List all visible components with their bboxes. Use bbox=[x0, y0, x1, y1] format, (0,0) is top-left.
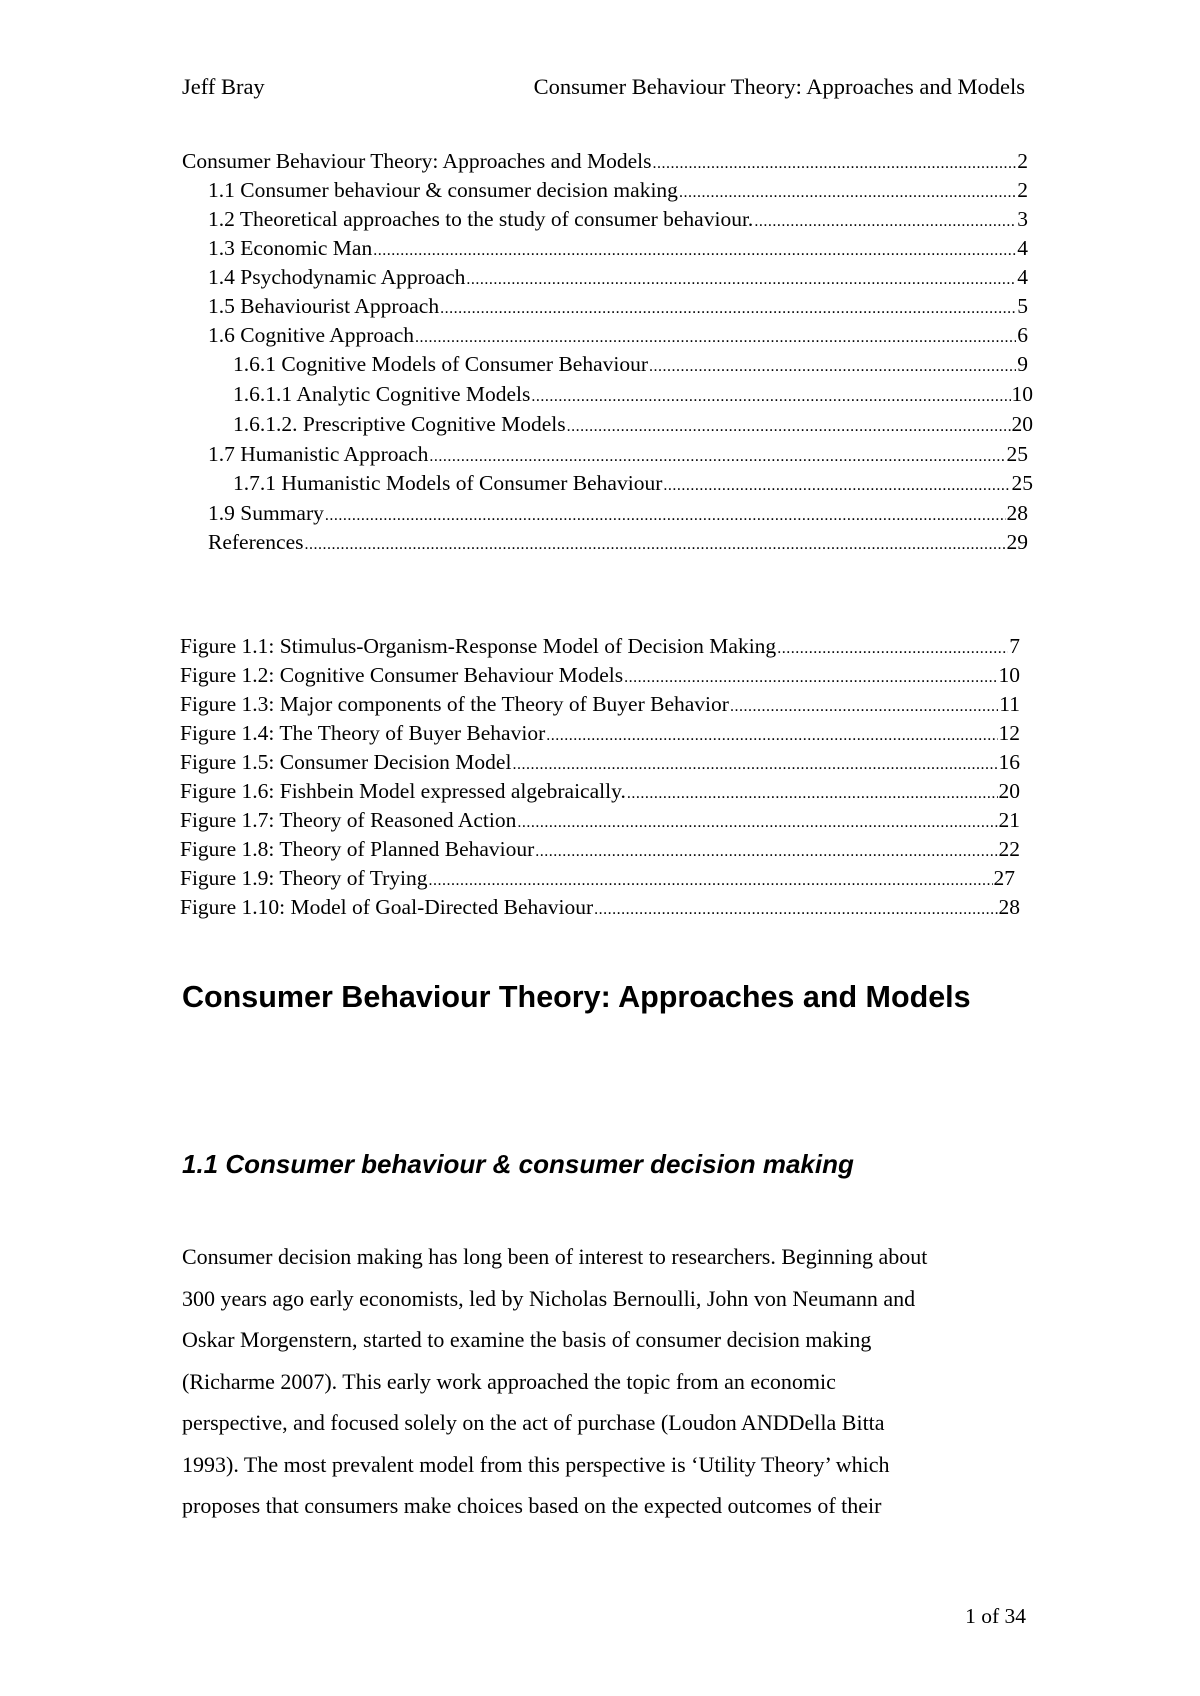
page-number: 1 of 34 bbox=[965, 1604, 1026, 1628]
toc-leader bbox=[649, 353, 1016, 381]
figure-entry-page: 7 bbox=[1009, 634, 1020, 658]
figure-leader bbox=[730, 693, 998, 721]
figure-entry-page: 16 bbox=[998, 750, 1020, 774]
figure-entry-page: 12 bbox=[998, 721, 1020, 745]
toc-entry-page: 5 bbox=[1017, 294, 1028, 318]
toc-entry[interactable] bbox=[182, 147, 1028, 178]
body-paragraph bbox=[182, 1236, 1042, 1527]
toc-entry-page: 25 bbox=[1011, 471, 1033, 495]
toc-entry-title: 1.4 Psychodynamic Approach bbox=[208, 265, 466, 289]
toc-leader bbox=[567, 413, 1011, 441]
toc-entry[interactable] bbox=[208, 440, 1028, 471]
header-author: Jeff Bray bbox=[182, 74, 265, 99]
figure-entry[interactable] bbox=[180, 690, 1020, 721]
body-line: Consumer decision making has long been of interest to researchers. Beginning about bbox=[182, 1244, 928, 1269]
toc-entry-page: 6 bbox=[1017, 323, 1028, 347]
body-line: 1993). The most prevalent model from this perspective is ‘Utility Theory’ which bbox=[182, 1451, 890, 1477]
toc-entry-title: 1.9 Summary bbox=[208, 501, 324, 525]
figure-entry-page: 28 bbox=[998, 895, 1020, 919]
toc-entry-title: 1.5 Behaviourist Approach bbox=[208, 294, 440, 318]
toc-entry[interactable] bbox=[208, 205, 1028, 236]
body-line: (Richarme 2007). This early work approached the topic from an economic bbox=[182, 1368, 836, 1394]
toc-leader bbox=[663, 472, 1010, 500]
toc-entry-title: Consumer Behaviour Theory: Approaches and Models bbox=[182, 149, 652, 173]
body-line: 300 years ago early economists, led by Nicholas Bernoulli, John von Neumann and bbox=[182, 1285, 916, 1311]
header-running-title: Consumer Behaviour Theory: Approaches and Models bbox=[533, 74, 1025, 99]
toc-leader bbox=[679, 179, 1016, 207]
figure-entry[interactable] bbox=[180, 777, 1020, 808]
toc-entry-page: 28 bbox=[1006, 501, 1028, 525]
toc-entry-title: 1.6.1.2. Prescriptive Cognitive Models bbox=[233, 412, 566, 436]
toc-entry[interactable] bbox=[208, 234, 1028, 265]
figure-entry-title: Figure 1.1: Stimulus-Organism-Response Model of Decision Making bbox=[180, 634, 777, 658]
toc-leader bbox=[653, 150, 1017, 178]
toc-leader bbox=[531, 383, 1010, 411]
toc-leader bbox=[305, 531, 1006, 559]
toc-entry-page: 10 bbox=[1011, 382, 1033, 406]
body-line: Oskar Morgenstern, started to examine the basis of consumer decision making bbox=[182, 1327, 872, 1352]
figure-entry-page: 11 bbox=[999, 692, 1020, 716]
toc-entry-page: 29 bbox=[1006, 530, 1028, 554]
toc-entry-title: 1.7 Humanistic Approach bbox=[208, 442, 429, 466]
figure-leader bbox=[624, 664, 997, 692]
toc-leader bbox=[440, 295, 1016, 323]
figure-entry[interactable] bbox=[180, 806, 1020, 837]
figure-leader bbox=[594, 896, 997, 924]
figure-entry-title: Figure 1.5: Consumer Decision Model bbox=[180, 750, 512, 774]
figure-entry[interactable] bbox=[180, 835, 1020, 866]
figure-entry-page: 21 bbox=[998, 808, 1020, 832]
figure-entry-title: Figure 1.3: Major components of the Theory of Buyer Behavior bbox=[180, 692, 729, 716]
toc-entry-title: 1.6 Cognitive Approach bbox=[208, 323, 415, 347]
figure-entry-page: 22 bbox=[998, 837, 1020, 861]
body-line: perspective, and focused solely on the act of purchase (Loudon ANDDella Bitta bbox=[182, 1410, 885, 1435]
toc-entry-page: 2 bbox=[1017, 178, 1028, 202]
toc-entry-page: 4 bbox=[1017, 236, 1028, 260]
toc-entry[interactable] bbox=[208, 263, 1028, 294]
figure-entry[interactable] bbox=[180, 748, 1020, 779]
toc-entry[interactable] bbox=[233, 350, 1028, 381]
section-heading: 1.1 Consumer behaviour & consumer decision making bbox=[182, 1149, 854, 1179]
figure-entry[interactable] bbox=[180, 719, 1020, 750]
page-header bbox=[182, 74, 1025, 104]
figure-entry[interactable] bbox=[180, 632, 1020, 663]
figure-leader bbox=[512, 751, 997, 779]
toc-entry[interactable] bbox=[208, 321, 1028, 352]
toc-entry[interactable] bbox=[233, 469, 1033, 500]
toc-entry[interactable] bbox=[208, 499, 1028, 530]
toc-entry-page: 2 bbox=[1017, 149, 1028, 173]
toc-entry-title: 1.6.1.1 Analytic Cognitive Models bbox=[233, 382, 531, 406]
toc-entry-title: 1.7.1 Humanistic Models of Consumer Behaviour bbox=[233, 471, 663, 495]
figure-leader bbox=[535, 838, 997, 866]
figure-entry-title: Figure 1.8: Theory of Planned Behaviour bbox=[180, 837, 535, 861]
toc-entry[interactable] bbox=[233, 410, 1033, 441]
figure-entry[interactable] bbox=[180, 864, 1015, 895]
toc-entry-page: 9 bbox=[1017, 352, 1028, 376]
figure-leader bbox=[428, 867, 992, 895]
toc-entry-title: 1.1 Consumer behaviour & consumer decision making bbox=[208, 178, 678, 202]
toc-leader bbox=[466, 266, 1016, 294]
figure-leader bbox=[777, 635, 1008, 663]
toc-entry-page: 20 bbox=[1011, 412, 1033, 436]
toc-entry-page: 4 bbox=[1017, 265, 1028, 289]
toc-entry[interactable] bbox=[233, 380, 1033, 411]
figure-entry-page: 27 bbox=[993, 866, 1015, 890]
toc-leader bbox=[754, 208, 1016, 236]
figure-entry-page: 10 bbox=[998, 663, 1020, 687]
figure-entry-title: Figure 1.2: Cognitive Consumer Behaviour Models bbox=[180, 663, 624, 687]
toc-entry-title: 1.3 Economic Man bbox=[208, 236, 373, 260]
figure-leader bbox=[517, 809, 997, 837]
figure-entry-title: Figure 1.4: The Theory of Buyer Behavior bbox=[180, 721, 546, 745]
toc-entry[interactable] bbox=[208, 292, 1028, 323]
toc-entry-title: 1.6.1 Cognitive Models of Consumer Behaviour bbox=[233, 352, 649, 376]
figure-leader bbox=[546, 722, 997, 750]
toc-leader bbox=[325, 502, 1006, 530]
figure-entry-page: 20 bbox=[998, 779, 1020, 803]
toc-leader bbox=[429, 443, 1005, 471]
toc-entry[interactable] bbox=[208, 528, 1028, 559]
document-title: Consumer Behaviour Theory: Approaches and Models bbox=[182, 980, 971, 1014]
toc-entry-page: 25 bbox=[1006, 442, 1028, 466]
figure-entry[interactable] bbox=[180, 661, 1020, 692]
toc-entry-title: References bbox=[208, 530, 304, 554]
figure-entry-title: Figure 1.10: Model of Goal-Directed Behaviour bbox=[180, 895, 594, 919]
toc-leader bbox=[373, 237, 1016, 265]
toc-entry-title: 1.2 Theoretical approaches to the study of consumer behaviour. bbox=[208, 207, 754, 231]
toc-entry-page: 3 bbox=[1017, 207, 1028, 231]
body-line: proposes that consumers make choices based on the expected outcomes of their bbox=[182, 1493, 882, 1518]
figure-leader bbox=[627, 780, 998, 808]
figure-entry[interactable] bbox=[180, 893, 1020, 924]
toc-entry[interactable] bbox=[208, 176, 1028, 207]
figure-entry-title: Figure 1.7: Theory of Reasoned Action bbox=[180, 808, 517, 832]
figure-entry-title: Figure 1.6: Fishbein Model expressed algebraically. bbox=[180, 779, 626, 803]
figure-entry-title: Figure 1.9: Theory of Trying bbox=[180, 866, 428, 890]
toc-leader bbox=[415, 324, 1016, 352]
